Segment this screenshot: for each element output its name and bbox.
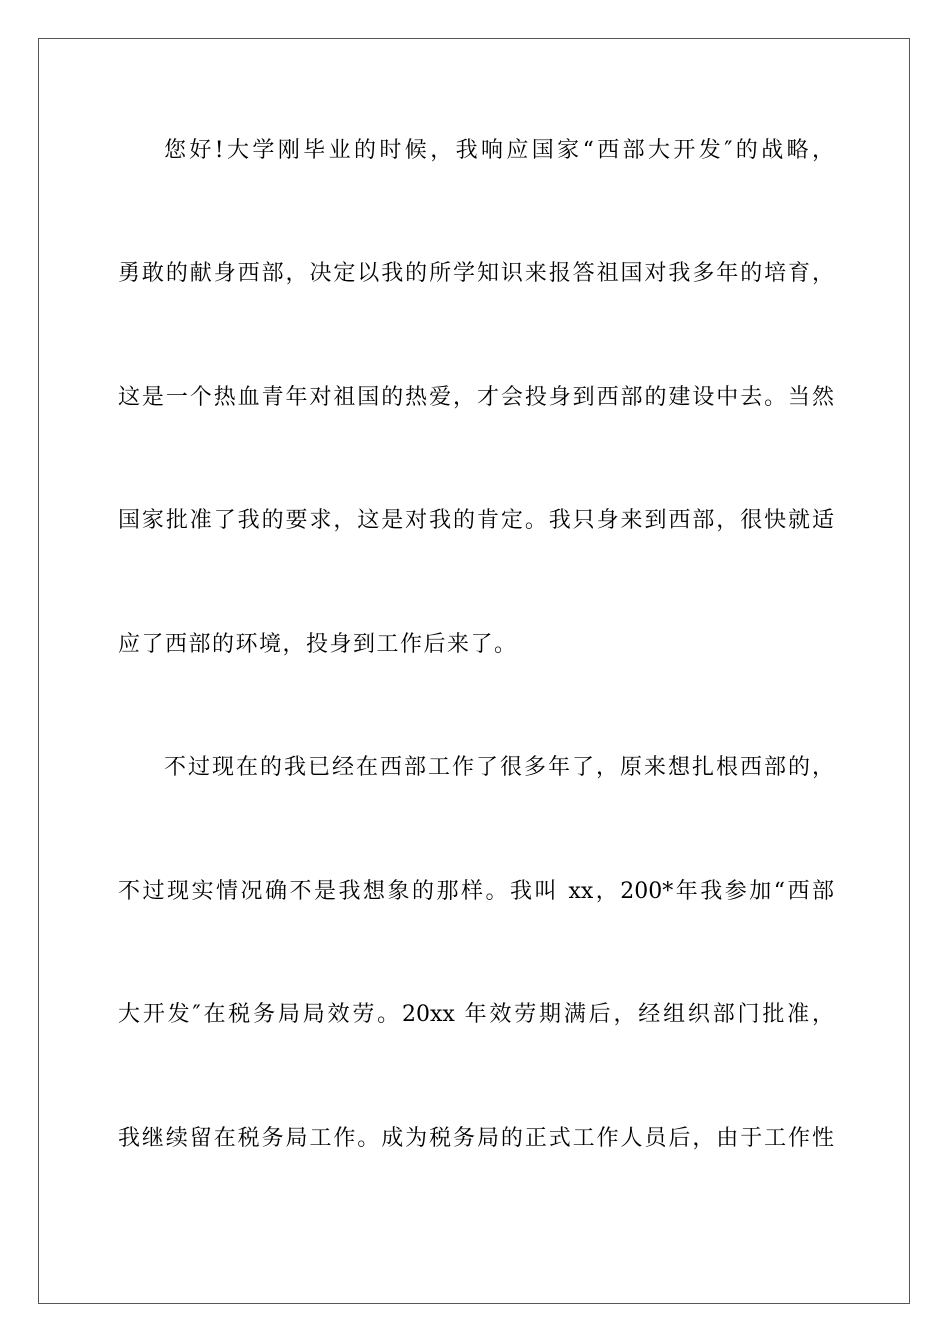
paragraph-1-line-2: 勇敢的献身西部，决定以我的所学知识来报答祖国对我多年的培育， xyxy=(118,261,834,286)
paragraph-1-line-3: 这是一个热血青年对祖国的热爱，才会投身到西部的建设中去。当然 xyxy=(118,385,834,410)
page-border xyxy=(38,38,910,1304)
paragraph-1-line-1: 您好!大学刚毕业的时候，我响应国家“西部大开发″的战略， xyxy=(164,138,834,163)
paragraph-2-line-1: 不过现在的我已经在西部工作了很多年了，原来想扎根西部的， xyxy=(164,755,834,780)
paragraph-1-line-5: 应了西部的环境，投身到工作后来了。 xyxy=(118,632,518,657)
paragraph-2-line-2: 不过现实情况确不是我想象的那样。我叫 xx，200*年我参加“西部 xyxy=(118,879,834,904)
paragraph-2-line-3: 大开发″在税务局局效劳。20xx 年效劳期满后，经组织部门批准， xyxy=(118,1002,834,1027)
paragraph-1-line-4: 国家批准了我的要求，这是对我的肯定。我只身来到西部，很快就适 xyxy=(118,508,834,533)
paragraph-2-line-4: 我继续留在税务局工作。成为税务局的正式工作人员后，由于工作性 xyxy=(118,1126,834,1151)
